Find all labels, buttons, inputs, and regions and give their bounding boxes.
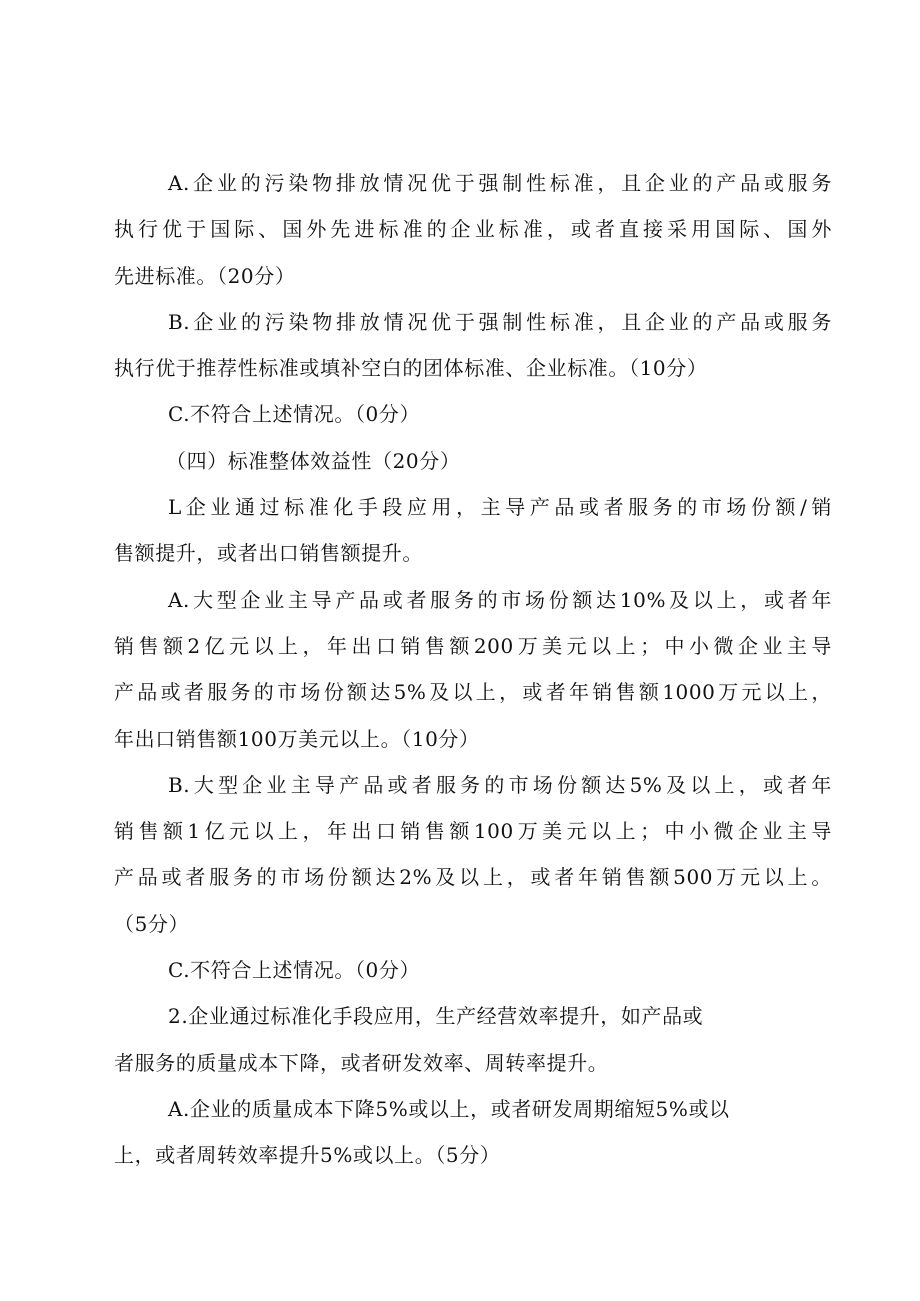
text-line: 执行优于国际、国外先进标准的企业标准，或者直接采用国际、国外 <box>114 217 832 242</box>
text-line: 执行优于推荐性标准或填补空白的团体标准、企业标准。（10分） <box>114 356 708 381</box>
section-heading: （四）标准整体效益性（20分） <box>166 448 461 473</box>
text-line: 先进标准。（20分） <box>114 263 296 288</box>
text-line: C.不符合上述情况。（0分） <box>168 402 421 427</box>
text-line: 2.企业通过标准化手段应用，生产经营效率提升，如产品或 <box>168 1004 704 1029</box>
text-line: （5分） <box>114 911 190 936</box>
text-line: 售额提升，或者出口销售额提升。 <box>114 541 423 566</box>
text-line: 销售额1亿元以上，年出口销售额100万美元以上；中小微企业主导 <box>114 819 832 844</box>
text-line: A.大型企业主导产品或者服务的市场份额达10%及以上，或者年 <box>168 587 832 612</box>
text-line: A.企业的污染物排放情况优于强制性标准，且企业的产品或服务 <box>168 171 832 195</box>
text-line: B.大型企业主导产品或者服务的市场份额达5%及以上，或者年 <box>168 772 832 797</box>
text-line: 产品或者服务的市场份额达2%及以上，或者年销售额500万元以上。 <box>114 865 832 890</box>
text-line: 年出口销售额100万美元以上。（10分） <box>114 726 480 751</box>
text-line: 上，或者周转效率提升5%或以上。（5分） <box>114 1143 501 1168</box>
text-line: B.企业的污染物排放情况优于强制性标准，且企业的产品或服务 <box>168 309 832 334</box>
text-line: C.不符合上述情况。（0分） <box>168 958 421 983</box>
text-line: L企业通过标准化手段应用，主导产品或者服务的市场份额/销 <box>168 495 832 520</box>
text-line: A.企业的质量成本下降5%或以上，或者研发周期缩短5%或以 <box>168 1096 730 1121</box>
document-body <box>114 160 832 1179</box>
text-line: 者服务的质量成本下降，或者研发效率、周转率提升。 <box>114 1050 609 1075</box>
text-line: 产品或者服务的市场份额达5%及以上，或者年销售额1000万元以上， <box>114 680 832 705</box>
text-line: 销售额2亿元以上，年出口销售额200万美元以上；中小微企业主导 <box>114 633 832 658</box>
